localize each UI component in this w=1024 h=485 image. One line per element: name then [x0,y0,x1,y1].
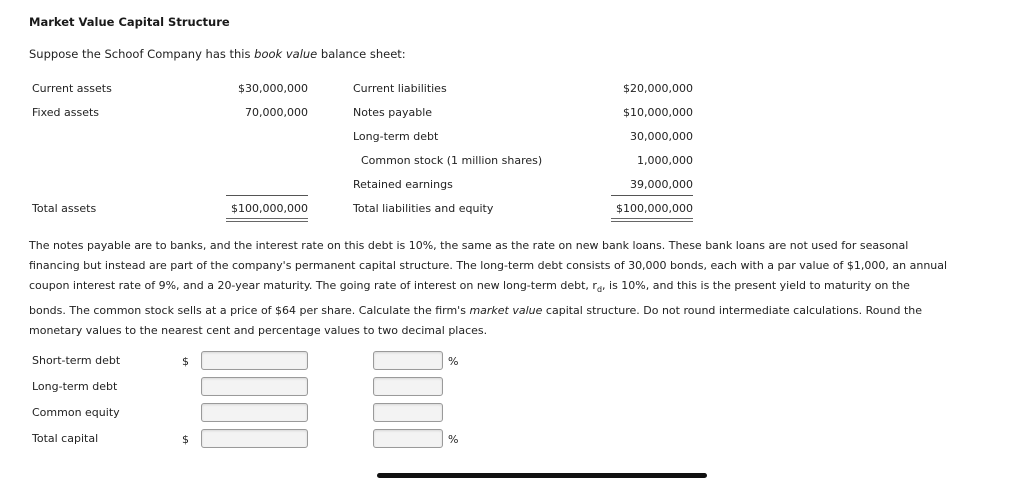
liab-subtotal-rule [611,195,693,196]
asset-label-fixed: Fixed assets [32,106,100,119]
page-title: Market Value Capital Structure [29,15,230,29]
liab-label-common-stock: Common stock (1 million shares) [361,154,543,167]
asset-value-fixed: 70,000,000 [245,106,308,119]
common-equity-percent-input[interactable] [373,403,443,422]
problem-paragraph [29,236,995,341]
total-capital-amount-input[interactable] [201,429,308,448]
assets-total-double-rule [226,218,308,222]
liab-label-notes: Notes payable [353,106,433,119]
currency-symbol: $ [182,355,189,368]
row-label-short-term-debt: Short-term debt [32,354,121,367]
horizontal-scrollbar[interactable] [377,473,707,478]
currency-symbol: $ [182,433,189,446]
liab-value-longterm: 30,000,000 [630,130,693,143]
intro-text [29,47,406,61]
liab-label-retained: Retained earnings [353,178,453,191]
paragraph-line: financing but instead are part of the company's permanent capital structure. The long-term debt consists of 30,000 bonds, each with a par value of $1,000, an annual [29,259,948,273]
line3-text-a: coupon interest rate of 9%, and a 20-year maturity. The going rate of interest on new long-term debt, r [29,279,597,293]
liab-value-notes: $10,000,000 [623,106,693,119]
total-assets-label: Total assets [32,202,97,215]
assets-subtotal-rule [226,195,308,196]
common-equity-amount-input[interactable] [201,403,308,422]
line4-text-b: capital structure. Do not round intermediate calculations. Round the [542,303,922,317]
liab-value-retained: 39,000,000 [630,178,693,191]
paragraph-line [29,276,995,300]
paragraph-line [29,301,995,321]
total-liab-label: Total liabilities and equity [353,202,494,215]
row-label-common-equity: Common equity [32,406,120,419]
paragraph-line: monetary values to the nearest cent and percentage values to two decimal places. [29,324,488,337]
line3-text-b: , is 10%, and this is the present yield to maturity on the [602,279,910,293]
total-capital-percent-input[interactable] [373,429,443,448]
liab-total-double-rule [611,218,693,222]
liab-label-current: Current liabilities [353,82,447,95]
percent-symbol: % [448,355,459,368]
rd-subscript: d [596,285,603,295]
short-term-debt-amount-input[interactable] [201,351,308,370]
liab-label-longterm: Long-term debt [353,130,439,143]
intro-emphasis: book value [254,47,318,61]
short-term-debt-percent-input[interactable] [373,351,443,370]
liab-value-current: $20,000,000 [623,82,693,95]
intro-prefix: Suppose the Schoof Company has this [29,47,255,61]
intro-suffix: balance sheet: [317,47,406,61]
row-label-long-term-debt: Long-term debt [32,380,118,393]
liab-value-common-stock: 1,000,000 [637,154,693,167]
paragraph-line: The notes payable are to banks, and the interest rate on this debt is 10%, the same as the rate on new bank loans. These bank loans are not used for seasonal [29,239,909,252]
total-assets-value: $100,000,000 [231,202,308,215]
long-term-debt-percent-input[interactable] [373,377,443,396]
market-value-emphasis: market value [469,303,543,317]
total-liab-value: $100,000,000 [616,202,693,215]
row-label-total-capital: Total capital [32,432,99,445]
asset-label-current: Current assets [32,82,112,95]
long-term-debt-amount-input[interactable] [201,377,308,396]
line4-text-a: bonds. The common stock sells at a price of $64 per share. Calculate the firm's [29,303,470,317]
percent-symbol: % [448,433,459,446]
asset-value-current: $30,000,000 [238,82,308,95]
